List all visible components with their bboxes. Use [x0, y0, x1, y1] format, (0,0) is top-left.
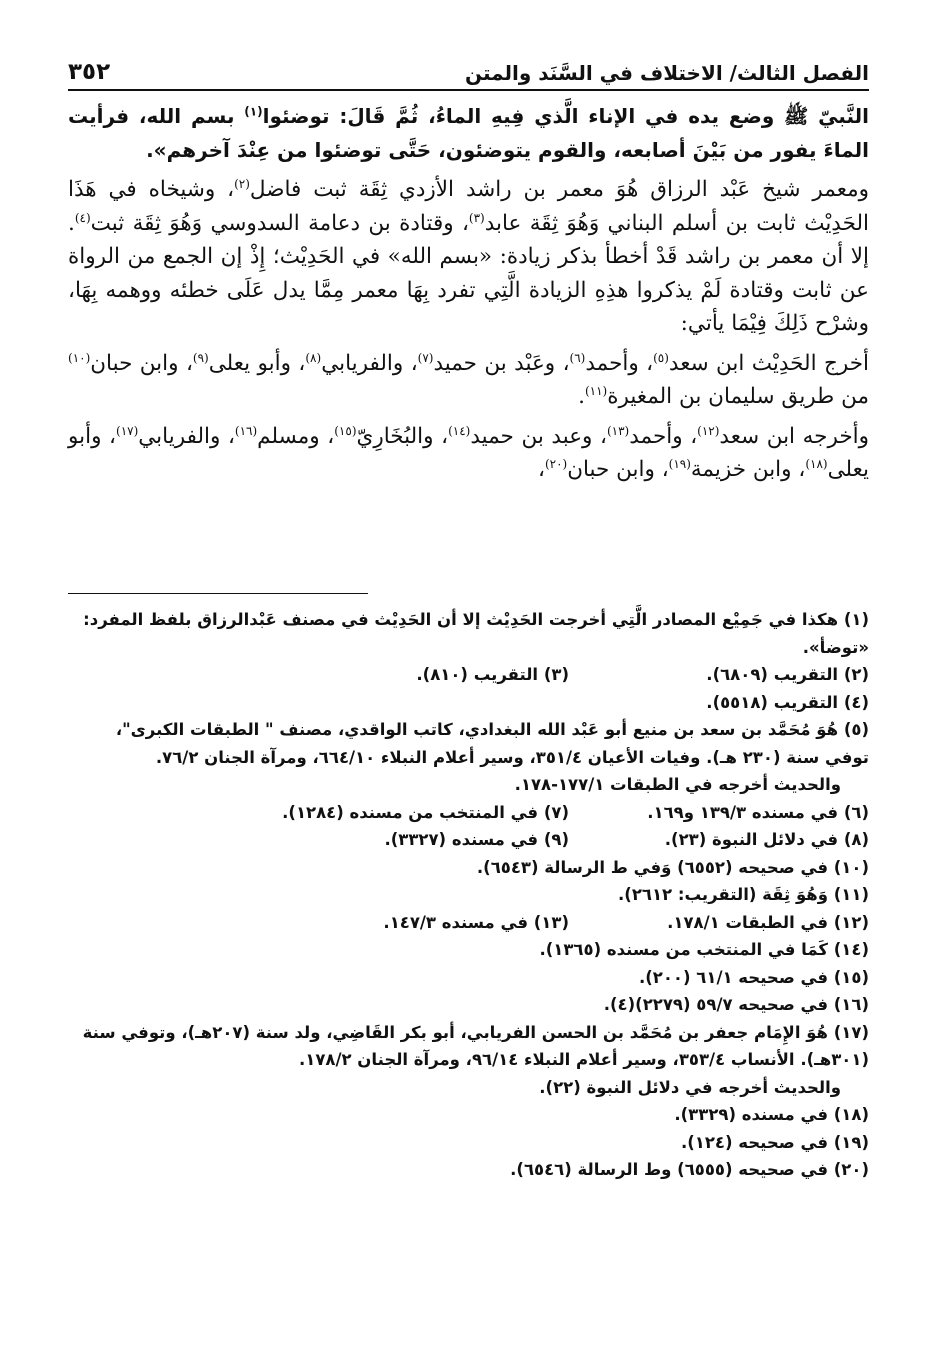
- footnote-ref[interactable]: (٢٠): [544, 456, 568, 471]
- paragraph-1: [68, 100, 869, 167]
- footnote-ref[interactable]: (١٧): [116, 423, 139, 438]
- footnote-5: (٥) هُوَ مُحَمَّد بن سعد بن منيع أبو عَبْد الله البغدادي، كاتب الواقدي، مصنف " الطبقات الكبرى"، توفي سنة (٢٣٠ هـ). وفيات الأعيان ٣٥١/٤، وسير أعلام النبلاء ٦٦٤/١٠، ومرآة الجنان ٧٦/٢.: [115, 720, 869, 767]
- footnote-ref[interactable]: (١): [244, 104, 263, 119]
- footnote-ref[interactable]: (٨): [305, 350, 322, 365]
- footnote-ref[interactable]: (٢): [234, 176, 250, 191]
- page-number: ٣٥٢: [68, 59, 111, 85]
- footnote-ref[interactable]: (١٤): [448, 423, 471, 438]
- footnote-11: (١١) وَهُوَ ثِقَة (التقريب: ٢٦١٢).: [618, 885, 869, 904]
- footnote-row: [68, 661, 869, 689]
- footnote-row: [68, 826, 869, 854]
- hadith-quote: النَّبيّ ﷺ وضع يده في الإناء الَّذي فِيهِ الماءُ، ثُمَّ قَالَ: توضئوا$^{(١)}$ بسم الله، فرأيت الماءَ يفور من بَيْنَ أصابعه، والقوم يتوضئون، حَتَّى توضئوا من عِنْدَ آخرهم».: [68, 104, 869, 162]
- footnote-20: (٢٠) في صحيحه (٦٥٥٥) وط الرسالة (٦٥٤٦).: [510, 1160, 869, 1179]
- footnote-9: (٩) في مسنده (٣٣٢٧).: [384, 830, 569, 849]
- footnote-17: (١٧) هُوَ الإِمَام جعفر بن مُحَمَّد بن الحسن الفريابي، أبو بكر القَاضِي، ولد سنة (٢٠٧هـ)، وتوفي سنة (٣٠١هـ). الأنساب ٣٥٣/٤، وسير أعلام النبلاء ٩٦/١٤، ومرآة الجنان ١٧٨/٢.: [82, 1022, 869, 1069]
- footnote-5-continued: والحديث أخرجه في الطبقات ١٧٧/١-١٧٨.: [514, 775, 841, 794]
- footnote-ref[interactable]: (١٠): [68, 350, 91, 365]
- footnote-15: (١٥) في صحيحه ٦١/١ (٢٠٠).: [638, 967, 869, 987]
- footnote-ref[interactable]: (٥): [653, 350, 669, 365]
- paragraph-2: ومعمر شيخ عَبْد الرزاق هُوَ معمر بن راشد الأزدي ثِقَة ثبت فاضل$^{(٢)}$، وشيخاه في هَذَا الحَدِيْث ثابت بن أسلم البناني وَهُوَ ثِقَة عابد$^{(٣)}$، وقتادة بن دعامة السدوسي وَهُوَ ثِقَة ثبت$^{(٤)}$. إلا أن معمر بن راشد قَدْ أخطأ بذكر زيادة: «بسم الله» في الحَدِيْث؛ إِذْ إن الجمع من الرواة عن ثابت وقتادة لَمْ يذكروا هذِهِ الزيادة الَّتِي تفرد بِهَا معمر مِمَّا يدل عَلَى خطئه ووهمه بِهَا، وشرْح ذَلِكَ فِيْمَا يأتي:: [68, 176, 869, 336]
- footnote-ref[interactable]: (١٢): [697, 423, 720, 438]
- page-header: [68, 55, 869, 91]
- footnote-ref[interactable]: (٧): [417, 350, 434, 365]
- footnote-17-continued: والحديث أخرجه في دلائل النبوة (٢٢).: [539, 1077, 841, 1097]
- footnote-ref[interactable]: (١٣): [606, 423, 630, 438]
- footnote-8: (٨) في دلائل النبوة (٢٣).: [664, 830, 869, 849]
- footnote-separator: [68, 593, 368, 594]
- footnote-ref[interactable]: (١٦): [234, 423, 258, 438]
- footnote-ref[interactable]: (١٥): [334, 423, 357, 438]
- footnote-ref[interactable]: (١٩): [668, 456, 691, 471]
- footnote-ref[interactable]: (١١): [584, 383, 608, 398]
- paragraph-3: أخرج الحَدِيْث ابن سعد$^{(٥)}$، وأحمد$^{(٦)}$، وعَبْد بن حميد$^{(٧)}$، والفريابي$^{(٨)}$، وأبو يعلى$^{(٩)}$، وابن حبان$^{(١٠)}$ من طريق سليمان بن المغيرة$^{(١١)}$.: [68, 350, 869, 409]
- footnote-19: (١٩) في صحيحه (١٢٤).: [680, 1132, 869, 1152]
- footnote-ref[interactable]: (٩): [192, 350, 209, 365]
- footnote-ref[interactable]: (٤): [74, 210, 91, 225]
- footnote-7: (٧) في المنتخب من مسنده (١٢٨٤).: [282, 802, 569, 822]
- paragraph-4: وأخرجه ابن سعد$^{(١٢)}$، وأحمد$^{(١٣)}$، وعبد بن حميد$^{(١٤)}$، والبُخَارِيّ$^{(١٥)}$، ومسلم$^{(١٦)}$، والفريابي$^{(١٧)}$، وأبو يعلى$^{(١٨)}$، وابن خزيمة$^{(١٩)}$، وابن حبان$^{(٢٠)}$،: [68, 423, 869, 482]
- footnote-ref[interactable]: (١٨): [805, 456, 828, 471]
- footnote-12: (١٢) في الطبقات ١٧٨/١.: [667, 912, 869, 932]
- footnote-14: (١٤) كَمَا في المنتخب من مسنده (١٣٦٥).: [539, 940, 869, 959]
- footnote-row: [68, 799, 869, 827]
- footnote-10: (١٠) في صحيحه (٦٥٥٢) وَفي ط الرسالة (٦٥٤٣).: [476, 857, 869, 877]
- footnote-ref[interactable]: (٦): [569, 350, 586, 365]
- footnote-2: (٢) التقريب (٦٨٠٩).: [706, 665, 869, 684]
- footnotes-section: [68, 606, 869, 1184]
- main-text: [68, 100, 869, 493]
- running-title: الفصل الثالث/ الاختلاف في السَّنَد والمتن: [464, 61, 869, 85]
- footnote-3: (٣) التقريب (٨١٠).: [416, 665, 569, 684]
- footnote-row: [68, 909, 869, 937]
- footnote-16: (١٦) في صحيحه ٥٩/٧ (٢٢٧٩)(٤).: [603, 995, 869, 1014]
- footnote-18: (١٨) في مسنده (٣٣٢٩).: [674, 1105, 869, 1124]
- footnote-ref[interactable]: (٣): [468, 210, 485, 225]
- footnote-6: (٦) في مسنده ١٣٩/٣ و١٦٩.: [647, 802, 869, 822]
- footnote-4: (٤) التقريب (٥٥١٨).: [706, 692, 869, 712]
- footnote-1: (١) هكذا في جَمِيْع المصادر الَّتِي أخرجت الحَدِيْث إلا أن الحَدِيْث في مصنف عَبْدالرزاق بلفظ المفرد: «توضأ».: [83, 610, 869, 657]
- footnote-13: (١٣) في مسنده ١٤٧/٣.: [383, 912, 569, 932]
